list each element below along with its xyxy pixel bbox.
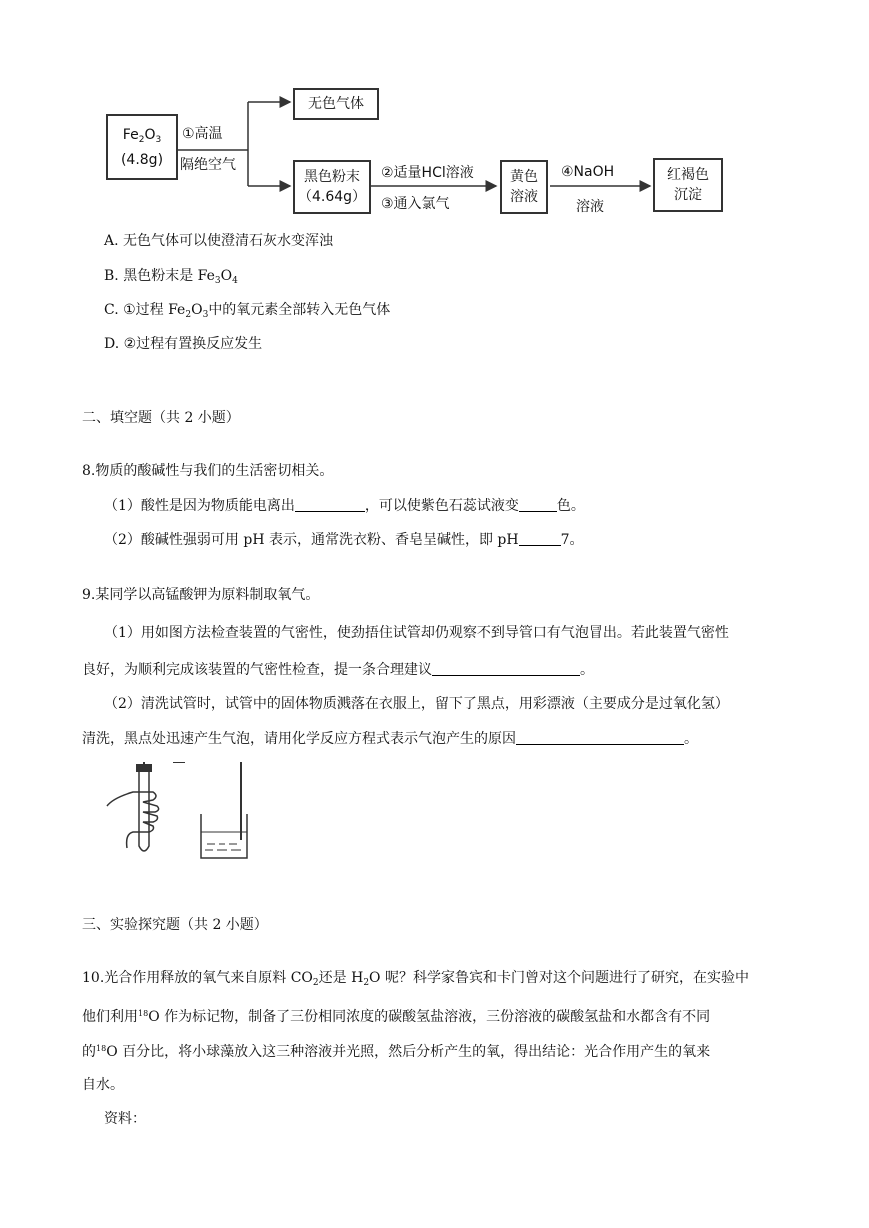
delivery-tube — [144, 762, 241, 840]
q9-part2-line1: （2）清洗试管时，试管中的固体物质溅落在衣服上，留下了黑点，用彩漂液（主要成分是过氧化氢） — [104, 696, 729, 712]
option-a: A. 无色气体可以使澄清石灰水变浑浊 — [104, 233, 334, 249]
fe2o3-formula: $Fe_2O_3$ — [122, 126, 162, 145]
tube-clamp — [173, 762, 185, 763]
fe2o3-mass: (4.8g) — [120, 151, 164, 168]
powder-box — [293, 160, 371, 214]
reaction-flow-diagram — [100, 88, 740, 218]
step4-label-top: ④NaOH — [561, 164, 615, 180]
q8-stem: 8.物质的酸碱性与我们的生活密切相关。 — [82, 463, 334, 479]
section-2-heading: 二、填空题（共 2 小题） — [82, 410, 240, 426]
q10-line4: 自水。 — [82, 1077, 124, 1093]
q10-line2: 他们利用$^{18}$O 作为标记物，制备了三份相同浓度的碳酸氢盐溶液，三份溶液的碳酸氢盐和水都含有不同 — [82, 1009, 711, 1025]
option-b: B. 黑色粉末是 $Fe_3O_4$ — [104, 268, 238, 286]
step1-condition-top: ①高温 — [182, 126, 223, 142]
q9-part1-line2: 良好，为顺利完成该装置的气密性检查，提一条合理建议 。 — [82, 662, 594, 678]
yellow-label-1: 黄色 — [510, 169, 538, 185]
q10-line3: 的$^{18}$O 百分比，将小球藻放入这三种溶液并光照，然后分析产生的氧，得出结论：光合作用产生的氧来 — [82, 1044, 711, 1060]
precipitate-label-2: 沉淀 — [674, 187, 702, 203]
gas-box — [293, 88, 379, 120]
water-marks — [205, 844, 241, 850]
powder-label: 黑色粉末 — [304, 169, 360, 185]
stopper — [136, 764, 152, 772]
step2-label: ②适量HCl溶液 — [381, 165, 474, 181]
q9-blank-2[interactable] — [516, 730, 684, 745]
fe2o3-box — [106, 114, 178, 180]
section-3-heading: 三、实验探究题（共 2 小题） — [82, 917, 268, 933]
gas-label: 无色气体 — [308, 96, 364, 112]
precipitate-box — [653, 158, 723, 212]
option-d: D. ②过程有置换反应发生 — [104, 336, 263, 352]
yellow-solution-box — [500, 160, 548, 214]
q10-line1: 10.光合作用释放的氧气来自原料 $CO_2$还是 $H_2O$ 呢？科学家鲁宾和卡门曾对这个问题进行了研究，在实验中 — [82, 970, 749, 988]
q9-blank-1[interactable] — [432, 661, 580, 676]
option-c: C. ①过程 $Fe_2O_3$中的氧元素全部转入无色气体 — [104, 302, 391, 320]
step4-label-bottom: 溶液 — [576, 199, 604, 215]
step1-condition-bottom: 隔绝空气 — [180, 157, 236, 173]
q8-part2: （2）酸碱性强弱可用 pH 表示，通常洗衣粉、香皂呈碱性，即 pH 7。 — [104, 532, 584, 548]
precipitate-label-1: 红褐色 — [667, 167, 709, 183]
powder-mass: （4.64g） — [297, 189, 367, 205]
hand — [107, 792, 159, 848]
q9-part2-line2: 清洗，黑点处迅速产生气泡，请用化学反应方程式表示气泡产生的原因 。 — [82, 731, 698, 747]
q8-blank-1[interactable] — [295, 497, 365, 512]
q8-blank-2[interactable] — [519, 497, 557, 512]
q10-materials-label: 资料： — [104, 1111, 146, 1127]
airtightness-apparatus-illustration — [103, 762, 248, 862]
q8-blank-3[interactable] — [519, 531, 561, 546]
yellow-label-2: 溶液 — [510, 189, 538, 205]
q8-part1: （1）酸性是因为物质能电离出 ，可以使紫色石蕊试液变 色。 — [104, 498, 585, 514]
q9-part1-line1: （1）用如图方法检查装置的气密性，使劲捂住试管却仍观察不到导管口有气泡冒出。若此装置气密性 — [104, 625, 729, 641]
q9-stem: 9.某同学以高锰酸钾为原料制取氧气。 — [82, 587, 320, 603]
step3-label: ③通入氯气 — [381, 196, 450, 212]
